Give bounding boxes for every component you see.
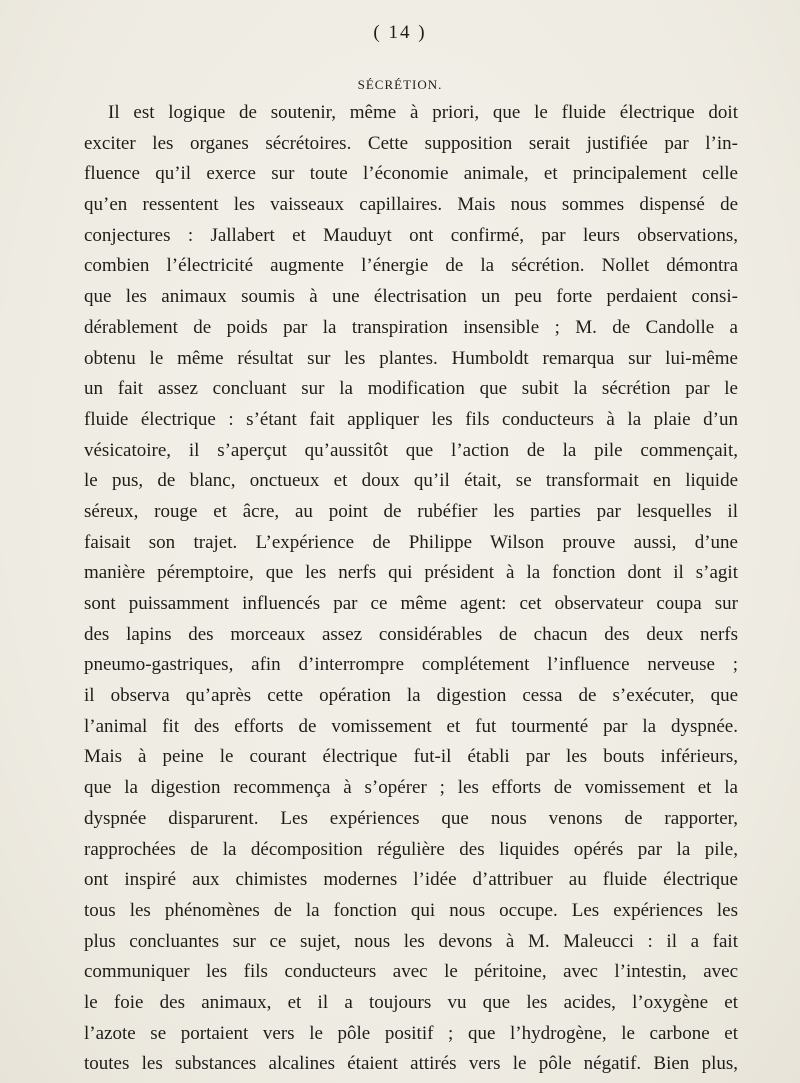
text-line: vésicatoire, il s’aperçut qu’aussitôt que l’action de la pile commençait, xyxy=(84,439,738,461)
text-line: sont puissamment influencés par ce même agent: cet observateur coupa sur xyxy=(84,593,738,614)
text-line: Mais à peine le courant électrique fut-il établi par les bouts inférieurs, xyxy=(84,746,738,768)
text-line: que la digestion recommença à s’opérer ; les efforts de vomissement et la xyxy=(84,777,738,799)
text-line: ont inspiré aux chimistes modernes l’idée d’attribuer au fluide électrique xyxy=(84,869,738,891)
text-line: l’azote se portaient vers le pôle positif ; que l’hydrogène, le carbone et xyxy=(84,1022,738,1044)
text-line: manière péremptoire, que les nerfs qui président à la fonction dont il s’agit xyxy=(84,562,738,584)
text-line: toutes les substances alcalines étaient attirés vers le pôle négatif. Bien plus, xyxy=(84,1053,738,1075)
page-number: ( 14 ) xyxy=(373,22,427,43)
body-text xyxy=(84,98,738,1080)
text-line: plus concluantes sur ce sujet, nous les devons à M. Maleucci : il a fait xyxy=(84,930,738,952)
text-line: rapprochées de la décomposition régulière des liquides opérés par la pile, xyxy=(84,838,738,860)
text-line: qu’en ressentent les vaisseaux capillaires. Mais nous sommes dispensé de xyxy=(84,194,738,216)
text-line: l’animal fit des efforts de vomissement et fut tourmenté par la dyspnée. xyxy=(84,715,738,737)
text-line: tous les phénomènes de la fonction qui nous occupe. Les expériences les xyxy=(84,899,738,921)
text-line: un fait assez concluant sur la modification que subit la sécrétion par le xyxy=(84,378,738,400)
text-line: séreux, rouge et âcre, au point de rubéfier les parties par lesquelles il xyxy=(84,500,738,522)
text-line: que les animaux soumis à une électrisation un peu forte perdaient consi- xyxy=(84,286,738,308)
text-line: communiquer les fils conducteurs avec le péritoine, avec l’intestin, avec xyxy=(84,961,738,983)
text-line: exciter les organes sécrétoires. Cette supposition serait justifiée par l’in- xyxy=(84,132,738,154)
text-line: le foie des animaux, et il a toujours vu que les acides, l’oxygène et xyxy=(84,991,738,1013)
section-header: SÉCRÉTION. xyxy=(357,77,443,92)
text-line: combien l’électricité augmente l’énergie de la sécrétion. Nollet démontra xyxy=(84,255,738,277)
text-line: faisait son trajet. L’expérience de Philippe Wilson prouve aussi, d’une xyxy=(84,531,738,553)
text-line: le pus, de blanc, onctueux et doux qu’il était, se transformait en liquide xyxy=(84,470,738,492)
text-line: conjectures : Jallabert et Mauduyt ont confirmé, par leurs observations, xyxy=(84,224,738,246)
text-line: fluide électrique : s’étant fait appliquer les fils conducteurs à la plaie d’un xyxy=(84,408,738,430)
text-line: il observa qu’après cette opération la digestion cessa de s’exécuter, que xyxy=(84,685,738,707)
text-line: dyspnée disparurent. Les expériences que nous venons de rapporter, xyxy=(84,807,738,829)
text-line: Il est logique de soutenir, même à priori, que le fluide électrique doit xyxy=(108,102,738,123)
text-line: obtenu le même résultat sur les plantes. Humboldt remarqua sur lui-même xyxy=(84,347,738,369)
text-line: dérablement de poids par la transpiration insensible ; M. de Candolle a xyxy=(84,316,738,338)
text-line: des lapins des morceaux assez considérables de chacun des deux nerfs xyxy=(84,623,738,645)
text-line: fluence qu’il exerce sur toute l’économie animale, et principalement celle xyxy=(84,163,738,185)
text-line: pneumo-gastriques, afin d’interrompre complétement l’influence nerveuse ; xyxy=(84,654,738,676)
